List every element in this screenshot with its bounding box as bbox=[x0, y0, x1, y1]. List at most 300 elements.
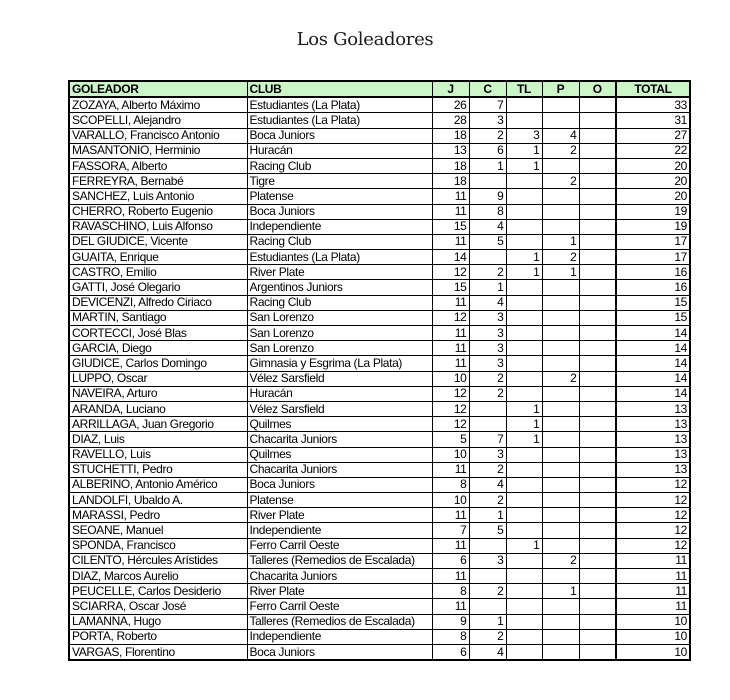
cell-club: Talleres (Remedios de Escalada) bbox=[247, 614, 432, 629]
cell-o bbox=[579, 371, 616, 386]
cell-o bbox=[579, 143, 616, 158]
cell-j: 5 bbox=[432, 432, 469, 447]
header-j: J bbox=[432, 81, 469, 97]
cell-goleador: SCOPELLI, Alejandro bbox=[69, 113, 247, 128]
cell-club: San Lorenzo bbox=[247, 310, 432, 325]
cell-j: 12 bbox=[432, 401, 469, 416]
cell-total: 10 bbox=[616, 614, 690, 629]
cell-club: Gimnasia y Esgrima (La Plata) bbox=[247, 356, 432, 371]
table-row bbox=[69, 569, 690, 584]
cell-goleador: ZOZAYA, Alberto Máximo bbox=[69, 97, 247, 113]
cell-tl bbox=[506, 174, 542, 189]
cell-o bbox=[579, 204, 616, 219]
cell-p bbox=[542, 508, 579, 523]
cell-tl: 1 bbox=[506, 401, 542, 416]
cell-o bbox=[579, 523, 616, 538]
cell-p bbox=[542, 447, 579, 462]
cell-club: San Lorenzo bbox=[247, 341, 432, 356]
cell-goleador: DIAZ, Marcos Aurelio bbox=[69, 569, 247, 584]
cell-goleador: SCIARRA, Oscar José bbox=[69, 599, 247, 614]
cell-j: 10 bbox=[432, 447, 469, 462]
cell-goleador: FASSORA, Alberto bbox=[69, 158, 247, 173]
cell-c bbox=[469, 174, 506, 189]
cell-goleador: SEOANE, Manuel bbox=[69, 523, 247, 538]
cell-o bbox=[579, 158, 616, 173]
cell-total: 14 bbox=[616, 386, 690, 401]
page-title: Los Goleadores bbox=[296, 29, 434, 50]
table-row bbox=[69, 189, 690, 204]
table-row bbox=[69, 401, 690, 416]
cell-club: Boca Juniors bbox=[247, 477, 432, 492]
cell-club: Vélez Sarsfield bbox=[247, 401, 432, 416]
cell-c: 4 bbox=[469, 644, 506, 660]
cell-goleador: MARTIN, Santiago bbox=[69, 310, 247, 325]
cell-c: 2 bbox=[469, 371, 506, 386]
cell-total: 16 bbox=[616, 280, 690, 295]
cell-club: Quilmes bbox=[247, 417, 432, 432]
table-row bbox=[69, 477, 690, 492]
cell-club: Argentinos Juniors bbox=[247, 280, 432, 295]
cell-c: 1 bbox=[469, 614, 506, 629]
cell-p bbox=[542, 538, 579, 553]
cell-total: 11 bbox=[616, 584, 690, 599]
cell-o bbox=[579, 462, 616, 477]
cell-goleador: MASANTONIO, Herminio bbox=[69, 143, 247, 158]
cell-c: 4 bbox=[469, 477, 506, 492]
table-row bbox=[69, 128, 690, 143]
cell-o bbox=[579, 538, 616, 553]
cell-goleador: CILENTO, Hércules Arístides bbox=[69, 553, 247, 568]
cell-o bbox=[579, 341, 616, 356]
cell-j: 11 bbox=[432, 189, 469, 204]
cell-c bbox=[469, 569, 506, 584]
cell-tl bbox=[506, 204, 542, 219]
table-row bbox=[69, 341, 690, 356]
cell-total: 20 bbox=[616, 158, 690, 173]
cell-total: 31 bbox=[616, 113, 690, 128]
cell-total: 14 bbox=[616, 341, 690, 356]
cell-club: Estudiantes (La Plata) bbox=[247, 97, 432, 113]
cell-o bbox=[579, 477, 616, 492]
cell-total: 27 bbox=[616, 128, 690, 143]
table-row bbox=[69, 386, 690, 401]
cell-j: 11 bbox=[432, 462, 469, 477]
cell-tl bbox=[506, 326, 542, 341]
table-row bbox=[69, 113, 690, 128]
cell-tl bbox=[506, 234, 542, 249]
table-row bbox=[69, 97, 690, 113]
table-row bbox=[69, 326, 690, 341]
cell-club: Ferro Carril Oeste bbox=[247, 538, 432, 553]
cell-goleador: SPONDA, Francisco bbox=[69, 538, 247, 553]
cell-total: 10 bbox=[616, 629, 690, 644]
cell-p: 1 bbox=[542, 584, 579, 599]
cell-goleador: DEVICENZI, Alfredo Ciriaco bbox=[69, 295, 247, 310]
cell-tl bbox=[506, 553, 542, 568]
cell-j: 11 bbox=[432, 295, 469, 310]
cell-c: 3 bbox=[469, 356, 506, 371]
cell-tl: 1 bbox=[506, 538, 542, 553]
cell-o bbox=[579, 417, 616, 432]
cell-total: 13 bbox=[616, 462, 690, 477]
cell-total: 19 bbox=[616, 219, 690, 234]
cell-p bbox=[542, 644, 579, 660]
cell-tl bbox=[506, 523, 542, 538]
table-row bbox=[69, 538, 690, 553]
cell-p bbox=[542, 599, 579, 614]
table-row bbox=[69, 493, 690, 508]
table-row bbox=[69, 644, 690, 660]
cell-total: 10 bbox=[616, 644, 690, 660]
cell-p bbox=[542, 310, 579, 325]
cell-o bbox=[579, 447, 616, 462]
cell-total: 13 bbox=[616, 432, 690, 447]
cell-tl bbox=[506, 371, 542, 386]
table-row bbox=[69, 584, 690, 599]
cell-o bbox=[579, 629, 616, 644]
cell-total: 22 bbox=[616, 143, 690, 158]
cell-p: 2 bbox=[542, 553, 579, 568]
cell-total: 12 bbox=[616, 493, 690, 508]
table-row bbox=[69, 553, 690, 568]
cell-club: Chacarita Juniors bbox=[247, 462, 432, 477]
cell-o bbox=[579, 219, 616, 234]
cell-o bbox=[579, 432, 616, 447]
cell-c: 5 bbox=[469, 234, 506, 249]
cell-goleador: GIUDICE, Carlos Domingo bbox=[69, 356, 247, 371]
cell-c: 1 bbox=[469, 280, 506, 295]
cell-goleador: GUAITA, Enrique bbox=[69, 250, 247, 265]
cell-c: 5 bbox=[469, 523, 506, 538]
cell-club: San Lorenzo bbox=[247, 326, 432, 341]
header-goleador: GOLEADOR bbox=[69, 81, 247, 97]
cell-total: 19 bbox=[616, 204, 690, 219]
cell-o bbox=[579, 128, 616, 143]
cell-club: Boca Juniors bbox=[247, 128, 432, 143]
cell-total: 20 bbox=[616, 174, 690, 189]
cell-total: 20 bbox=[616, 189, 690, 204]
cell-j: 11 bbox=[432, 204, 469, 219]
cell-club: Platense bbox=[247, 493, 432, 508]
cell-j: 15 bbox=[432, 219, 469, 234]
cell-tl bbox=[506, 644, 542, 660]
cell-total: 14 bbox=[616, 371, 690, 386]
table-row bbox=[69, 462, 690, 477]
cell-tl bbox=[506, 113, 542, 128]
cell-j: 11 bbox=[432, 508, 469, 523]
cell-o bbox=[579, 584, 616, 599]
cell-tl: 3 bbox=[506, 128, 542, 143]
cell-o bbox=[579, 356, 616, 371]
cell-tl bbox=[506, 356, 542, 371]
cell-tl bbox=[506, 629, 542, 644]
cell-p bbox=[542, 356, 579, 371]
cell-c: 2 bbox=[469, 128, 506, 143]
cell-total: 12 bbox=[616, 477, 690, 492]
table-row bbox=[69, 432, 690, 447]
cell-p bbox=[542, 614, 579, 629]
cell-o bbox=[579, 326, 616, 341]
cell-goleador: RAVASCHINO, Luis Alfonso bbox=[69, 219, 247, 234]
table-row bbox=[69, 417, 690, 432]
cell-p bbox=[542, 295, 579, 310]
table-row bbox=[69, 310, 690, 325]
cell-o bbox=[579, 113, 616, 128]
cell-goleador: CORTECCI, José Blas bbox=[69, 326, 247, 341]
table-row bbox=[69, 219, 690, 234]
cell-p bbox=[542, 432, 579, 447]
cell-c: 9 bbox=[469, 189, 506, 204]
cell-tl bbox=[506, 295, 542, 310]
header-c: C bbox=[469, 81, 506, 97]
header-o: O bbox=[579, 81, 616, 97]
table-row bbox=[69, 371, 690, 386]
cell-j: 6 bbox=[432, 644, 469, 660]
cell-p: 2 bbox=[542, 174, 579, 189]
cell-p bbox=[542, 493, 579, 508]
cell-club: Boca Juniors bbox=[247, 644, 432, 660]
cell-c: 3 bbox=[469, 447, 506, 462]
cell-total: 13 bbox=[616, 417, 690, 432]
cell-p bbox=[542, 326, 579, 341]
cell-p: 1 bbox=[542, 265, 579, 280]
cell-c: 3 bbox=[469, 113, 506, 128]
cell-tl bbox=[506, 584, 542, 599]
table-row bbox=[69, 234, 690, 249]
cell-club: Estudiantes (La Plata) bbox=[247, 113, 432, 128]
cell-goleador: VARGAS, Florentino bbox=[69, 644, 247, 660]
table-row bbox=[69, 280, 690, 295]
cell-club: Independiente bbox=[247, 219, 432, 234]
header-club: CLUB bbox=[247, 81, 432, 97]
cell-j: 18 bbox=[432, 158, 469, 173]
cell-total: 13 bbox=[616, 447, 690, 462]
cell-goleador: DEL GIUDICE, Vicente bbox=[69, 234, 247, 249]
table-row bbox=[69, 250, 690, 265]
cell-p bbox=[542, 417, 579, 432]
cell-total: 14 bbox=[616, 326, 690, 341]
cell-club: Tigre bbox=[247, 174, 432, 189]
header-row bbox=[69, 81, 690, 97]
cell-p bbox=[542, 158, 579, 173]
cell-total: 11 bbox=[616, 569, 690, 584]
cell-tl bbox=[506, 569, 542, 584]
cell-j: 7 bbox=[432, 523, 469, 538]
cell-total: 13 bbox=[616, 401, 690, 416]
cell-total: 11 bbox=[616, 599, 690, 614]
table-row bbox=[69, 447, 690, 462]
cell-c: 3 bbox=[469, 326, 506, 341]
cell-o bbox=[579, 553, 616, 568]
cell-p: 2 bbox=[542, 143, 579, 158]
cell-j: 10 bbox=[432, 371, 469, 386]
cell-p bbox=[542, 280, 579, 295]
cell-club: Huracán bbox=[247, 386, 432, 401]
cell-p bbox=[542, 219, 579, 234]
cell-total: 14 bbox=[616, 356, 690, 371]
cell-p bbox=[542, 341, 579, 356]
cell-c bbox=[469, 401, 506, 416]
cell-club: Independiente bbox=[247, 629, 432, 644]
cell-tl bbox=[506, 462, 542, 477]
cell-club: Platense bbox=[247, 189, 432, 204]
cell-club: Quilmes bbox=[247, 447, 432, 462]
table-row bbox=[69, 614, 690, 629]
table-row bbox=[69, 523, 690, 538]
cell-j: 9 bbox=[432, 614, 469, 629]
cell-j: 11 bbox=[432, 356, 469, 371]
cell-j: 26 bbox=[432, 97, 469, 113]
cell-c: 1 bbox=[469, 158, 506, 173]
cell-j: 11 bbox=[432, 538, 469, 553]
table-row bbox=[69, 143, 690, 158]
cell-goleador: NAVEIRA, Arturo bbox=[69, 386, 247, 401]
cell-total: 12 bbox=[616, 508, 690, 523]
cell-c: 2 bbox=[469, 265, 506, 280]
cell-club: Racing Club bbox=[247, 234, 432, 249]
cell-goleador: ARANDA, Luciano bbox=[69, 401, 247, 416]
cell-goleador: CHERRO, Roberto Eugenio bbox=[69, 204, 247, 219]
cell-j: 28 bbox=[432, 113, 469, 128]
cell-p bbox=[542, 386, 579, 401]
cell-goleador: STUCHETTI, Pedro bbox=[69, 462, 247, 477]
cell-c bbox=[469, 250, 506, 265]
cell-total: 17 bbox=[616, 250, 690, 265]
cell-club: Racing Club bbox=[247, 158, 432, 173]
cell-j: 12 bbox=[432, 386, 469, 401]
cell-c: 2 bbox=[469, 493, 506, 508]
cell-goleador: ALBERINO, Antonio Américo bbox=[69, 477, 247, 492]
cell-c bbox=[469, 417, 506, 432]
cell-tl: 1 bbox=[506, 250, 542, 265]
cell-o bbox=[579, 569, 616, 584]
cell-total: 16 bbox=[616, 265, 690, 280]
cell-club: Estudiantes (La Plata) bbox=[247, 250, 432, 265]
cell-goleador: LAMANNA, Hugo bbox=[69, 614, 247, 629]
cell-o bbox=[579, 401, 616, 416]
cell-club: River Plate bbox=[247, 584, 432, 599]
cell-p bbox=[542, 629, 579, 644]
cell-c: 3 bbox=[469, 310, 506, 325]
cell-total: 12 bbox=[616, 523, 690, 538]
table-body bbox=[69, 97, 690, 660]
cell-j: 12 bbox=[432, 265, 469, 280]
table-row bbox=[69, 158, 690, 173]
cell-j: 18 bbox=[432, 174, 469, 189]
cell-goleador: VARALLO, Francisco Antonio bbox=[69, 128, 247, 143]
cell-total: 12 bbox=[616, 538, 690, 553]
cell-club: River Plate bbox=[247, 265, 432, 280]
cell-goleador: LUPPO, Oscar bbox=[69, 371, 247, 386]
cell-c: 2 bbox=[469, 462, 506, 477]
cell-goleador: CASTRO, Emilio bbox=[69, 265, 247, 280]
cell-tl: 1 bbox=[506, 432, 542, 447]
cell-c: 4 bbox=[469, 219, 506, 234]
cell-c bbox=[469, 599, 506, 614]
cell-club: Vélez Sarsfield bbox=[247, 371, 432, 386]
header-p: P bbox=[542, 81, 579, 97]
cell-club: Boca Juniors bbox=[247, 204, 432, 219]
cell-p bbox=[542, 569, 579, 584]
cell-tl: 1 bbox=[506, 158, 542, 173]
cell-club: Chacarita Juniors bbox=[247, 569, 432, 584]
cell-c: 7 bbox=[469, 432, 506, 447]
cell-p: 2 bbox=[542, 371, 579, 386]
cell-goleador: LANDOLFI, Ubaldo A. bbox=[69, 493, 247, 508]
cell-o bbox=[579, 97, 616, 113]
cell-tl bbox=[506, 219, 542, 234]
cell-total: 15 bbox=[616, 295, 690, 310]
cell-tl bbox=[506, 614, 542, 629]
cell-o bbox=[579, 508, 616, 523]
cell-p bbox=[542, 462, 579, 477]
cell-tl bbox=[506, 386, 542, 401]
table-row bbox=[69, 629, 690, 644]
cell-club: Racing Club bbox=[247, 295, 432, 310]
cell-c: 8 bbox=[469, 204, 506, 219]
cell-tl bbox=[506, 280, 542, 295]
cell-o bbox=[579, 310, 616, 325]
cell-c: 4 bbox=[469, 295, 506, 310]
cell-total: 17 bbox=[616, 234, 690, 249]
cell-tl bbox=[506, 310, 542, 325]
cell-p: 4 bbox=[542, 128, 579, 143]
cell-tl bbox=[506, 189, 542, 204]
table-row bbox=[69, 295, 690, 310]
cell-p bbox=[542, 204, 579, 219]
cell-goleador: ARRILLAGA, Juan Gregorio bbox=[69, 417, 247, 432]
cell-total: 15 bbox=[616, 310, 690, 325]
cell-j: 8 bbox=[432, 477, 469, 492]
cell-club: River Plate bbox=[247, 508, 432, 523]
cell-o bbox=[579, 234, 616, 249]
cell-o bbox=[579, 265, 616, 280]
cell-j: 8 bbox=[432, 629, 469, 644]
cell-club: Independiente bbox=[247, 523, 432, 538]
cell-c: 3 bbox=[469, 341, 506, 356]
cell-o bbox=[579, 599, 616, 614]
cell-tl bbox=[506, 341, 542, 356]
cell-goleador: FERREYRA, Bernabé bbox=[69, 174, 247, 189]
cell-goleador: SANCHEZ, Luis Antonio bbox=[69, 189, 247, 204]
cell-tl: 1 bbox=[506, 265, 542, 280]
cell-o bbox=[579, 386, 616, 401]
cell-c: 1 bbox=[469, 508, 506, 523]
cell-o bbox=[579, 280, 616, 295]
cell-total: 33 bbox=[616, 97, 690, 113]
cell-j: 12 bbox=[432, 417, 469, 432]
cell-j: 8 bbox=[432, 584, 469, 599]
cell-tl bbox=[506, 599, 542, 614]
cell-p bbox=[542, 401, 579, 416]
cell-club: Talleres (Remedios de Escalada) bbox=[247, 553, 432, 568]
cell-p bbox=[542, 113, 579, 128]
cell-j: 11 bbox=[432, 341, 469, 356]
cell-p: 1 bbox=[542, 234, 579, 249]
cell-club: Chacarita Juniors bbox=[247, 432, 432, 447]
cell-goleador: GARCIA, Diego bbox=[69, 341, 247, 356]
cell-p bbox=[542, 189, 579, 204]
cell-goleador: DIAZ, Luis bbox=[69, 432, 247, 447]
cell-p bbox=[542, 523, 579, 538]
cell-o bbox=[579, 295, 616, 310]
cell-goleador: MARASSI, Pedro bbox=[69, 508, 247, 523]
cell-o bbox=[579, 493, 616, 508]
table-row bbox=[69, 599, 690, 614]
cell-tl: 1 bbox=[506, 143, 542, 158]
cell-goleador: PORTA, Roberto bbox=[69, 629, 247, 644]
cell-j: 11 bbox=[432, 569, 469, 584]
